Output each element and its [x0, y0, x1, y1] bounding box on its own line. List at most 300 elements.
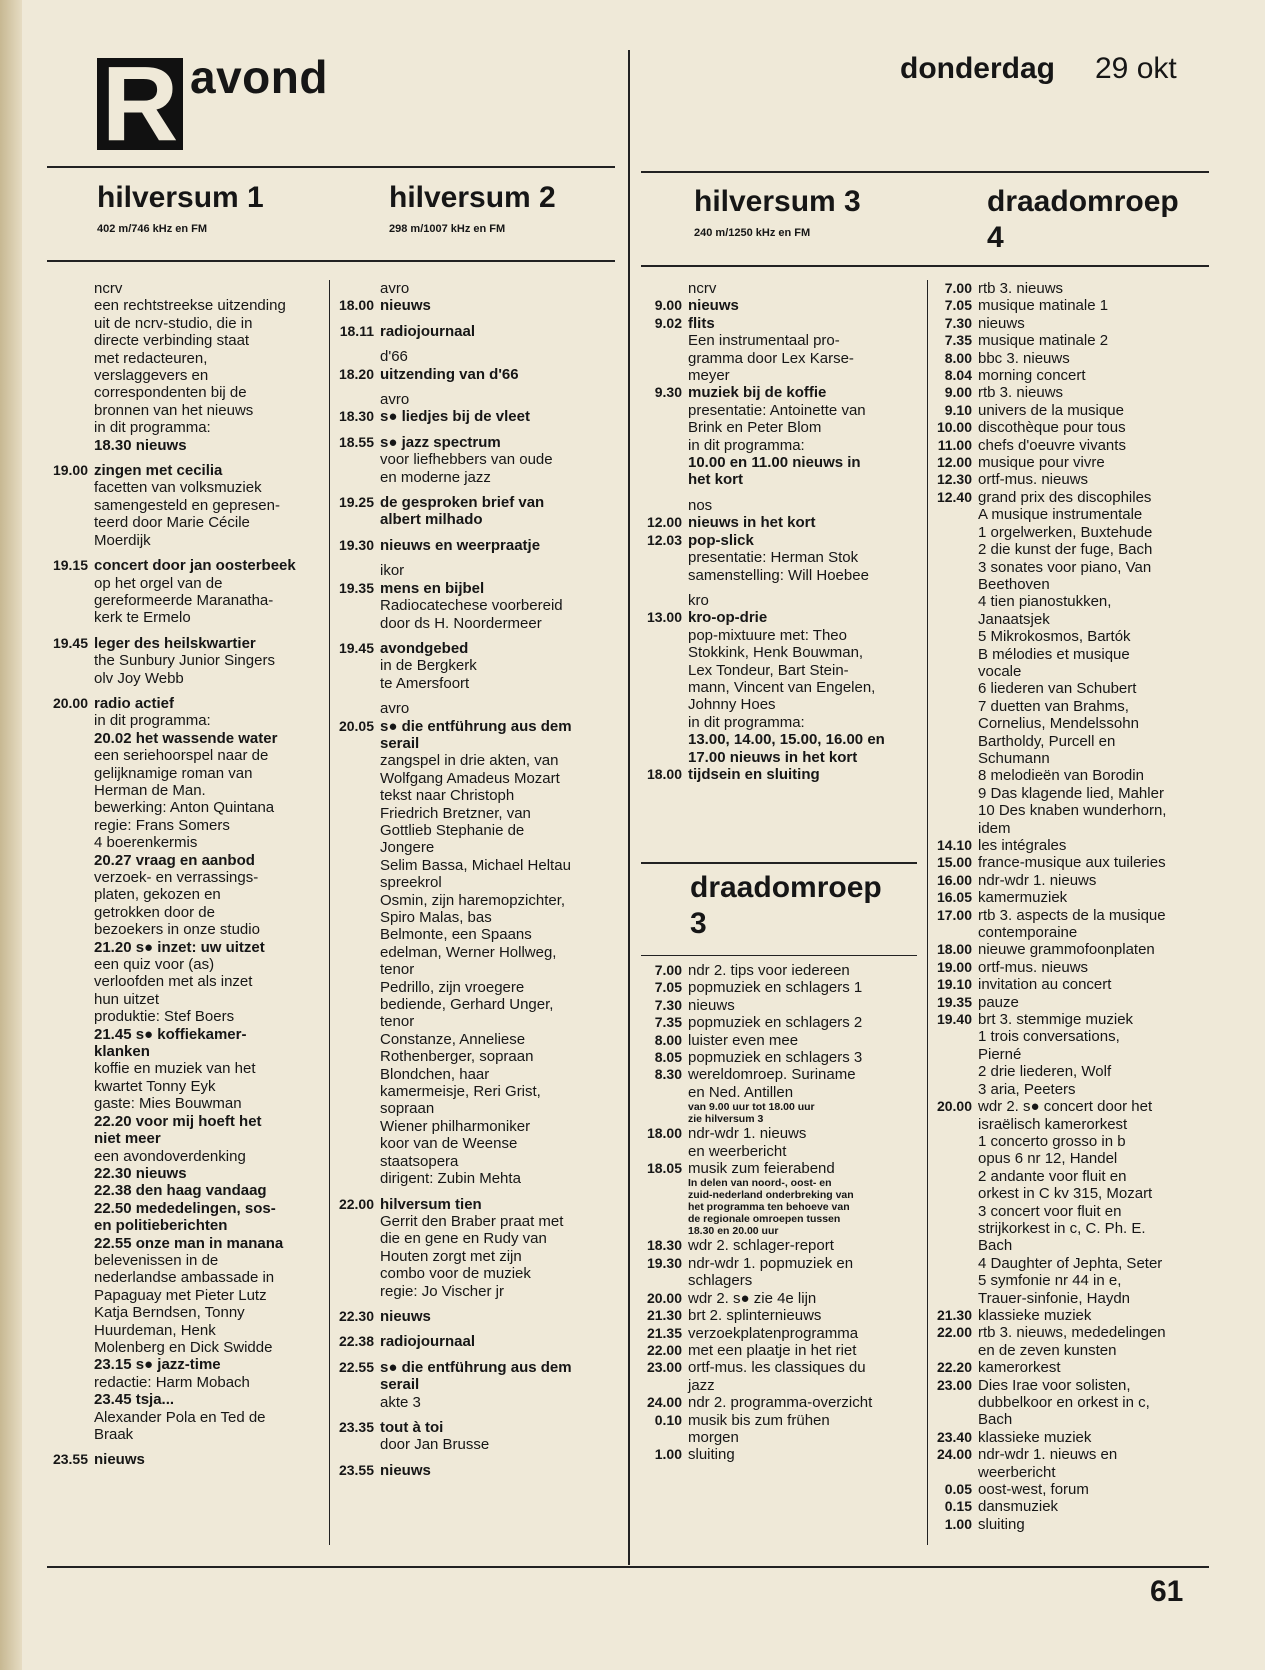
program-time [44, 419, 88, 436]
program-entry [44, 921, 326, 938]
program-time [332, 926, 374, 943]
program-time: 18.05 [646, 1160, 682, 1177]
program-time [930, 593, 972, 610]
program-time [44, 315, 88, 332]
program-time: 19.30 [338, 536, 374, 553]
program-text: ncrv [94, 280, 123, 297]
program-time [636, 437, 682, 454]
program-text: de gesproken brief van [380, 494, 545, 512]
program-time [332, 909, 374, 926]
program-text: 9 Das klagende lied, Mahler [978, 784, 1164, 802]
program-text: het programma ten behoeve van [688, 1201, 850, 1214]
program-time [636, 696, 682, 713]
program-time [332, 391, 374, 408]
program-text: flits [688, 314, 715, 332]
program-text: 20.27 vraag en aanbod [94, 851, 255, 869]
program-entry [332, 494, 622, 511]
program-entry [930, 350, 1210, 367]
program-text: door ds H. Noordermeer [380, 614, 542, 632]
program-entry [44, 1043, 326, 1060]
program-text: spreekrol [380, 874, 442, 892]
program-entry [44, 609, 326, 626]
program-time [332, 469, 374, 486]
program-entry [636, 662, 918, 679]
program-text: in dit programma: [94, 419, 211, 437]
program-time: 12.00 [646, 514, 682, 531]
program-time [44, 1322, 88, 1339]
program-entry [930, 715, 1210, 732]
program-time: 7.35 [654, 1014, 682, 1031]
program-time [44, 921, 88, 938]
program-time: 8.04 [944, 367, 972, 384]
program-time: 24.00 [646, 1394, 682, 1411]
program-entry [332, 805, 622, 822]
program-time: 11.00 [937, 436, 972, 453]
program-entry [930, 1429, 1210, 1446]
program-time [930, 1203, 972, 1220]
program-time [44, 939, 88, 956]
program-text: morgen [688, 1428, 739, 1446]
program-text: redactie: Harm Mobach [94, 1373, 250, 1391]
row-spacer [332, 340, 622, 348]
program-time: 1.00 [944, 1515, 972, 1532]
program-time [44, 1426, 88, 1443]
program-entry [636, 962, 918, 979]
program-time [44, 367, 88, 384]
program-text: Johnny Hoes [688, 696, 776, 714]
program-entry [930, 1185, 1210, 1202]
program-time [44, 437, 88, 454]
program-text: kerk te Ermelo [94, 609, 191, 627]
program-time [332, 961, 374, 978]
program-time: 23.40 [936, 1428, 972, 1445]
program-time: 19.45 [338, 639, 374, 656]
day-heading: donderdag [900, 52, 1055, 85]
program-entry [930, 1290, 1210, 1307]
program-time [636, 731, 682, 748]
program-text: gramma door Lex Karse- [688, 349, 854, 367]
program-text: Pierné [978, 1045, 1022, 1063]
program-text: Gerrit den Braber praat met [380, 1212, 564, 1230]
program-entry [332, 1118, 622, 1135]
station-title-line: draadomroep [690, 871, 882, 904]
program-entry [332, 1066, 622, 1083]
program-entry [332, 996, 622, 1013]
program-text: Lex Tondeur, Bart Stein- [688, 661, 849, 679]
program-text: Wolfgang Amadeus Mozart [380, 769, 560, 787]
program-time [636, 1101, 682, 1113]
program-text: olv Joy Webb [94, 669, 184, 687]
program-time [332, 280, 374, 297]
program-entry [636, 514, 918, 531]
program-text: Molenberg en Dick Swidde [94, 1338, 273, 1356]
program-entry [930, 994, 1210, 1011]
program-text: ndr 2. tips voor iedereen [688, 962, 850, 979]
station-title-hilversum-3: hilversum 3 [694, 185, 861, 218]
program-text: invitation au concert [978, 976, 1112, 994]
program-text: serail [380, 1376, 420, 1394]
program-time [332, 1436, 374, 1453]
program-time: 21.30 [936, 1306, 972, 1323]
program-entry [636, 454, 918, 471]
program-text: Osmin, zijn haremopzichter, [380, 891, 566, 909]
program-text: tenor [380, 1013, 415, 1031]
program-time [332, 675, 374, 692]
program-entry [930, 1446, 1210, 1463]
program-time [332, 1048, 374, 1065]
program-entry [930, 1150, 1210, 1167]
program-text: sluiting [978, 1515, 1025, 1533]
program-entry [930, 1394, 1210, 1411]
program-time [332, 1248, 374, 1265]
program-entry [332, 1283, 622, 1300]
program-text: In delen van noord-, oost- en [688, 1177, 832, 1190]
program-entry [332, 1170, 622, 1187]
program-time: 21.35 [646, 1324, 682, 1341]
program-entry [44, 1339, 326, 1356]
program-text: hun uitzet [94, 990, 160, 1008]
program-text: mann, Vincent van Engelen, [688, 678, 876, 696]
page-edge [0, 0, 22, 1670]
program-entry [332, 1462, 622, 1479]
program-list-hilversum-3 [636, 280, 918, 783]
row-spacer [332, 383, 622, 391]
program-entry [332, 1308, 622, 1325]
program-time: 14.10 [936, 837, 972, 853]
program-text: 22.38 den haag vandaag [94, 1182, 267, 1200]
program-text: verloofden met als inzet [94, 973, 253, 991]
program-entry [44, 1182, 326, 1199]
program-text: sluiting [688, 1446, 735, 1464]
row-spacer [332, 486, 622, 494]
program-text: verzoek- en verrassings- [94, 869, 259, 886]
program-entry [332, 822, 622, 839]
program-entry [332, 280, 622, 297]
program-text: Katja Berndsen, Tonny [94, 1304, 245, 1322]
program-entry [636, 1125, 918, 1142]
row-spacer [332, 1325, 622, 1333]
program-text: nieuws [380, 1307, 431, 1325]
program-entry [636, 549, 918, 566]
program-time [930, 1220, 972, 1237]
program-text: niet meer [94, 1130, 161, 1148]
program-entry [44, 557, 326, 574]
program-entry [44, 973, 326, 990]
program-entry [930, 1203, 1210, 1220]
program-text: wereldomroep. Suriname [688, 1066, 856, 1084]
program-text: en moderne jazz [380, 468, 491, 486]
program-time: 12.00 [936, 454, 972, 471]
program-text: pop-slick [688, 531, 754, 549]
program-time: 9.00 [654, 297, 682, 314]
program-entry [636, 532, 918, 549]
program-entry [332, 1359, 622, 1376]
program-entry [636, 1237, 918, 1254]
program-time [332, 1118, 374, 1135]
program-entry [44, 712, 326, 729]
program-time [44, 1043, 88, 1060]
program-entry [930, 1516, 1210, 1533]
program-time: 7.30 [944, 314, 972, 331]
program-entry [332, 1135, 622, 1152]
program-entry [44, 834, 326, 851]
section-logo: R [97, 58, 183, 150]
program-text: grand prix des discophiles [978, 488, 1152, 506]
program-text: tekst naar Christoph [380, 787, 515, 805]
program-entry [44, 1200, 326, 1217]
program-text: musik zum feierabend [688, 1160, 835, 1178]
program-entry [930, 1133, 1210, 1150]
program-text: nieuws [688, 996, 735, 1014]
program-text: s● liedjes bij de vleet [380, 408, 530, 426]
program-text: regie: Frans Somers [94, 816, 230, 834]
program-text: regie: Jo Vischer jr [380, 1282, 504, 1300]
h3-d4-divider [927, 280, 928, 1545]
program-text: mens en bijbel [380, 579, 485, 597]
program-time [332, 874, 374, 891]
program-time: 7.30 [654, 996, 682, 1013]
program-time: 0.10 [654, 1411, 682, 1428]
program-time [44, 1235, 88, 1252]
row-spacer [332, 1454, 622, 1462]
program-text: brt 3. stemmige muziek [978, 1011, 1134, 1029]
program-entry [930, 802, 1210, 819]
program-time [930, 559, 972, 576]
program-text: luister even mee [688, 1031, 799, 1049]
program-time: 16.05 [936, 889, 972, 906]
program-entry [636, 350, 918, 367]
program-entry [930, 454, 1210, 471]
program-text: 7 duetten van Brahms, [978, 697, 1129, 715]
program-time [44, 670, 88, 687]
program-text: tijdsein en sluiting [688, 765, 820, 783]
program-entry [332, 1376, 622, 1393]
program-time [930, 506, 972, 523]
program-time [332, 944, 374, 961]
program-entry [332, 434, 622, 451]
program-text: albert milhado [380, 511, 483, 529]
program-text: rtb 3. nieuws [978, 280, 1064, 297]
row-spacer [332, 1351, 622, 1359]
program-text: teerd door Marie Cécile [94, 514, 250, 532]
program-entry [930, 976, 1210, 993]
program-entry [44, 956, 326, 973]
program-entry [44, 402, 326, 419]
program-text: Bartholdy, Purcell en [978, 732, 1116, 750]
program-time [44, 1148, 88, 1165]
program-time: 18.00 [936, 941, 972, 958]
program-entry [332, 408, 622, 425]
program-entry [332, 537, 622, 554]
program-entry [636, 1101, 918, 1113]
program-entry [332, 1265, 622, 1282]
program-entry [44, 1095, 326, 1112]
program-text: in dit programma: [688, 436, 805, 454]
program-entry [636, 696, 918, 713]
program-entry [636, 1412, 918, 1429]
program-entry [636, 1066, 918, 1083]
program-time [636, 471, 682, 488]
program-text: uit de ncrv-studio, die in [94, 314, 253, 332]
program-text: 18.30 nieuws [94, 436, 187, 454]
program-text: A musique instrumentale [978, 506, 1143, 524]
program-entry [930, 854, 1210, 871]
program-entry [332, 323, 622, 340]
program-entry [332, 1419, 622, 1436]
program-time [930, 1185, 972, 1202]
program-entry [332, 1100, 622, 1117]
program-time [332, 1083, 374, 1100]
station-title-draadomroep-3 [690, 870, 882, 942]
program-text: avondgebed [380, 639, 469, 657]
program-time [44, 1182, 88, 1199]
row-spacer [332, 426, 622, 434]
program-entry [930, 419, 1210, 436]
program-time: 8.00 [654, 1031, 682, 1048]
program-entry [930, 924, 1210, 941]
program-time [44, 1356, 88, 1373]
program-entry [44, 904, 326, 921]
program-entry [332, 944, 622, 961]
program-time [332, 657, 374, 674]
program-time: 8.30 [654, 1066, 682, 1083]
program-text: presentatie: Antoinette van [688, 401, 866, 419]
program-entry [44, 462, 326, 479]
program-time [930, 628, 972, 645]
program-text: 4 Daughter of Jephta, Seter [978, 1254, 1163, 1272]
program-text: B mélodies et musique [978, 645, 1130, 663]
program-entry [636, 402, 918, 419]
program-entry [332, 857, 622, 874]
program-text: kamermuziek [978, 889, 1068, 907]
program-text: bbc 3. nieuws [978, 349, 1070, 367]
program-time [44, 384, 88, 401]
program-time [44, 799, 88, 816]
program-time [636, 644, 682, 661]
program-text: Radiocatechese voorbereid [380, 597, 563, 615]
program-text: en weerbericht [688, 1142, 787, 1160]
program-time: 19.40 [936, 1011, 972, 1028]
program-text: france-musique aux tuileries [978, 854, 1166, 872]
program-time: 19.10 [936, 976, 972, 993]
program-time [44, 1165, 88, 1182]
program-time [930, 1150, 972, 1167]
program-text: 21.45 s● koffiekamer- [94, 1025, 247, 1043]
program-text: israëlisch kamerorkest [978, 1115, 1128, 1133]
program-time [930, 1342, 972, 1359]
program-time: 20.05 [338, 717, 374, 734]
program-time [930, 1133, 972, 1150]
program-text: 1 trois conversations, [978, 1028, 1120, 1046]
program-entry [44, 1426, 326, 1443]
program-list-hilversum-1 [44, 280, 326, 1469]
program-text: rtb 3. nieuws, mededelingen [978, 1324, 1166, 1342]
program-text: ndr 2. programma-overzicht [688, 1394, 873, 1412]
program-text: kamermeisje, Reri Grist, [380, 1083, 541, 1101]
program-text: zuid-nederland onderbreking van [688, 1189, 854, 1202]
program-entry [44, 670, 326, 687]
program-text: koffie en muziek van het [94, 1060, 256, 1078]
program-entry [930, 1011, 1210, 1028]
program-entry [44, 367, 326, 384]
program-time: 9.10 [944, 401, 972, 418]
program-text: idem [978, 819, 1011, 837]
program-text: serail [380, 734, 420, 752]
program-time: 22.20 [936, 1359, 972, 1376]
program-time [930, 524, 972, 541]
program-time [930, 1237, 972, 1254]
program-entry [332, 1196, 622, 1213]
program-text: koor van de Weense [380, 1135, 518, 1153]
program-entry [930, 611, 1210, 628]
program-entry [44, 747, 326, 764]
program-entry [930, 1116, 1210, 1133]
program-time [930, 663, 972, 680]
program-time [332, 1013, 374, 1030]
program-entry [44, 765, 326, 782]
program-time [44, 1391, 88, 1408]
program-entry [930, 1255, 1210, 1272]
h1-h2-divider [329, 280, 330, 1545]
program-time [636, 679, 682, 696]
program-time: 8.05 [654, 1049, 682, 1066]
program-time [44, 869, 88, 886]
program-time [44, 1409, 88, 1426]
program-time [930, 1081, 972, 1098]
program-text: 22.50 mededelingen, sos- [94, 1199, 276, 1217]
program-entry [332, 615, 622, 632]
program-text: s● jazz spectrum [380, 433, 501, 451]
program-entry [44, 1078, 326, 1095]
program-text: 2 andante voor fluit en [978, 1167, 1127, 1185]
program-time [44, 1287, 88, 1304]
program-text: Pedrillo, zijn vroegere [380, 978, 525, 996]
program-time [44, 1304, 88, 1321]
program-text: gereformeerde Maranatha- [94, 591, 274, 609]
program-entry [44, 1130, 326, 1147]
program-text: het kort [688, 471, 744, 489]
program-entry [930, 280, 1210, 297]
program-time [44, 1339, 88, 1356]
program-time [44, 1113, 88, 1130]
program-entry [930, 663, 1210, 680]
program-text: 13.00, 14.00, 15.00, 16.00 en [688, 731, 885, 749]
program-entry [636, 1084, 918, 1101]
program-time [332, 348, 374, 365]
program-entry [44, 1235, 326, 1252]
program-entry [930, 1342, 1210, 1359]
program-entry [636, 1377, 918, 1394]
program-entry [44, 1374, 326, 1391]
program-time [930, 802, 972, 819]
program-entry [930, 767, 1210, 784]
program-time [636, 419, 682, 436]
program-entry [332, 562, 622, 579]
program-entry [930, 698, 1210, 715]
program-entry [44, 1008, 326, 1025]
program-text: 22.30 nieuws [94, 1164, 187, 1182]
program-text: weerbericht [978, 1463, 1056, 1481]
program-entry [44, 1322, 326, 1339]
program-text: 23.45 tsja... [94, 1391, 175, 1409]
program-time: 22.30 [338, 1307, 374, 1324]
program-entry [44, 1165, 326, 1182]
program-entry [44, 479, 326, 496]
program-time [44, 532, 88, 549]
program-time: 23.55 [338, 1461, 374, 1478]
program-entry [44, 886, 326, 903]
program-entry [930, 471, 1210, 488]
